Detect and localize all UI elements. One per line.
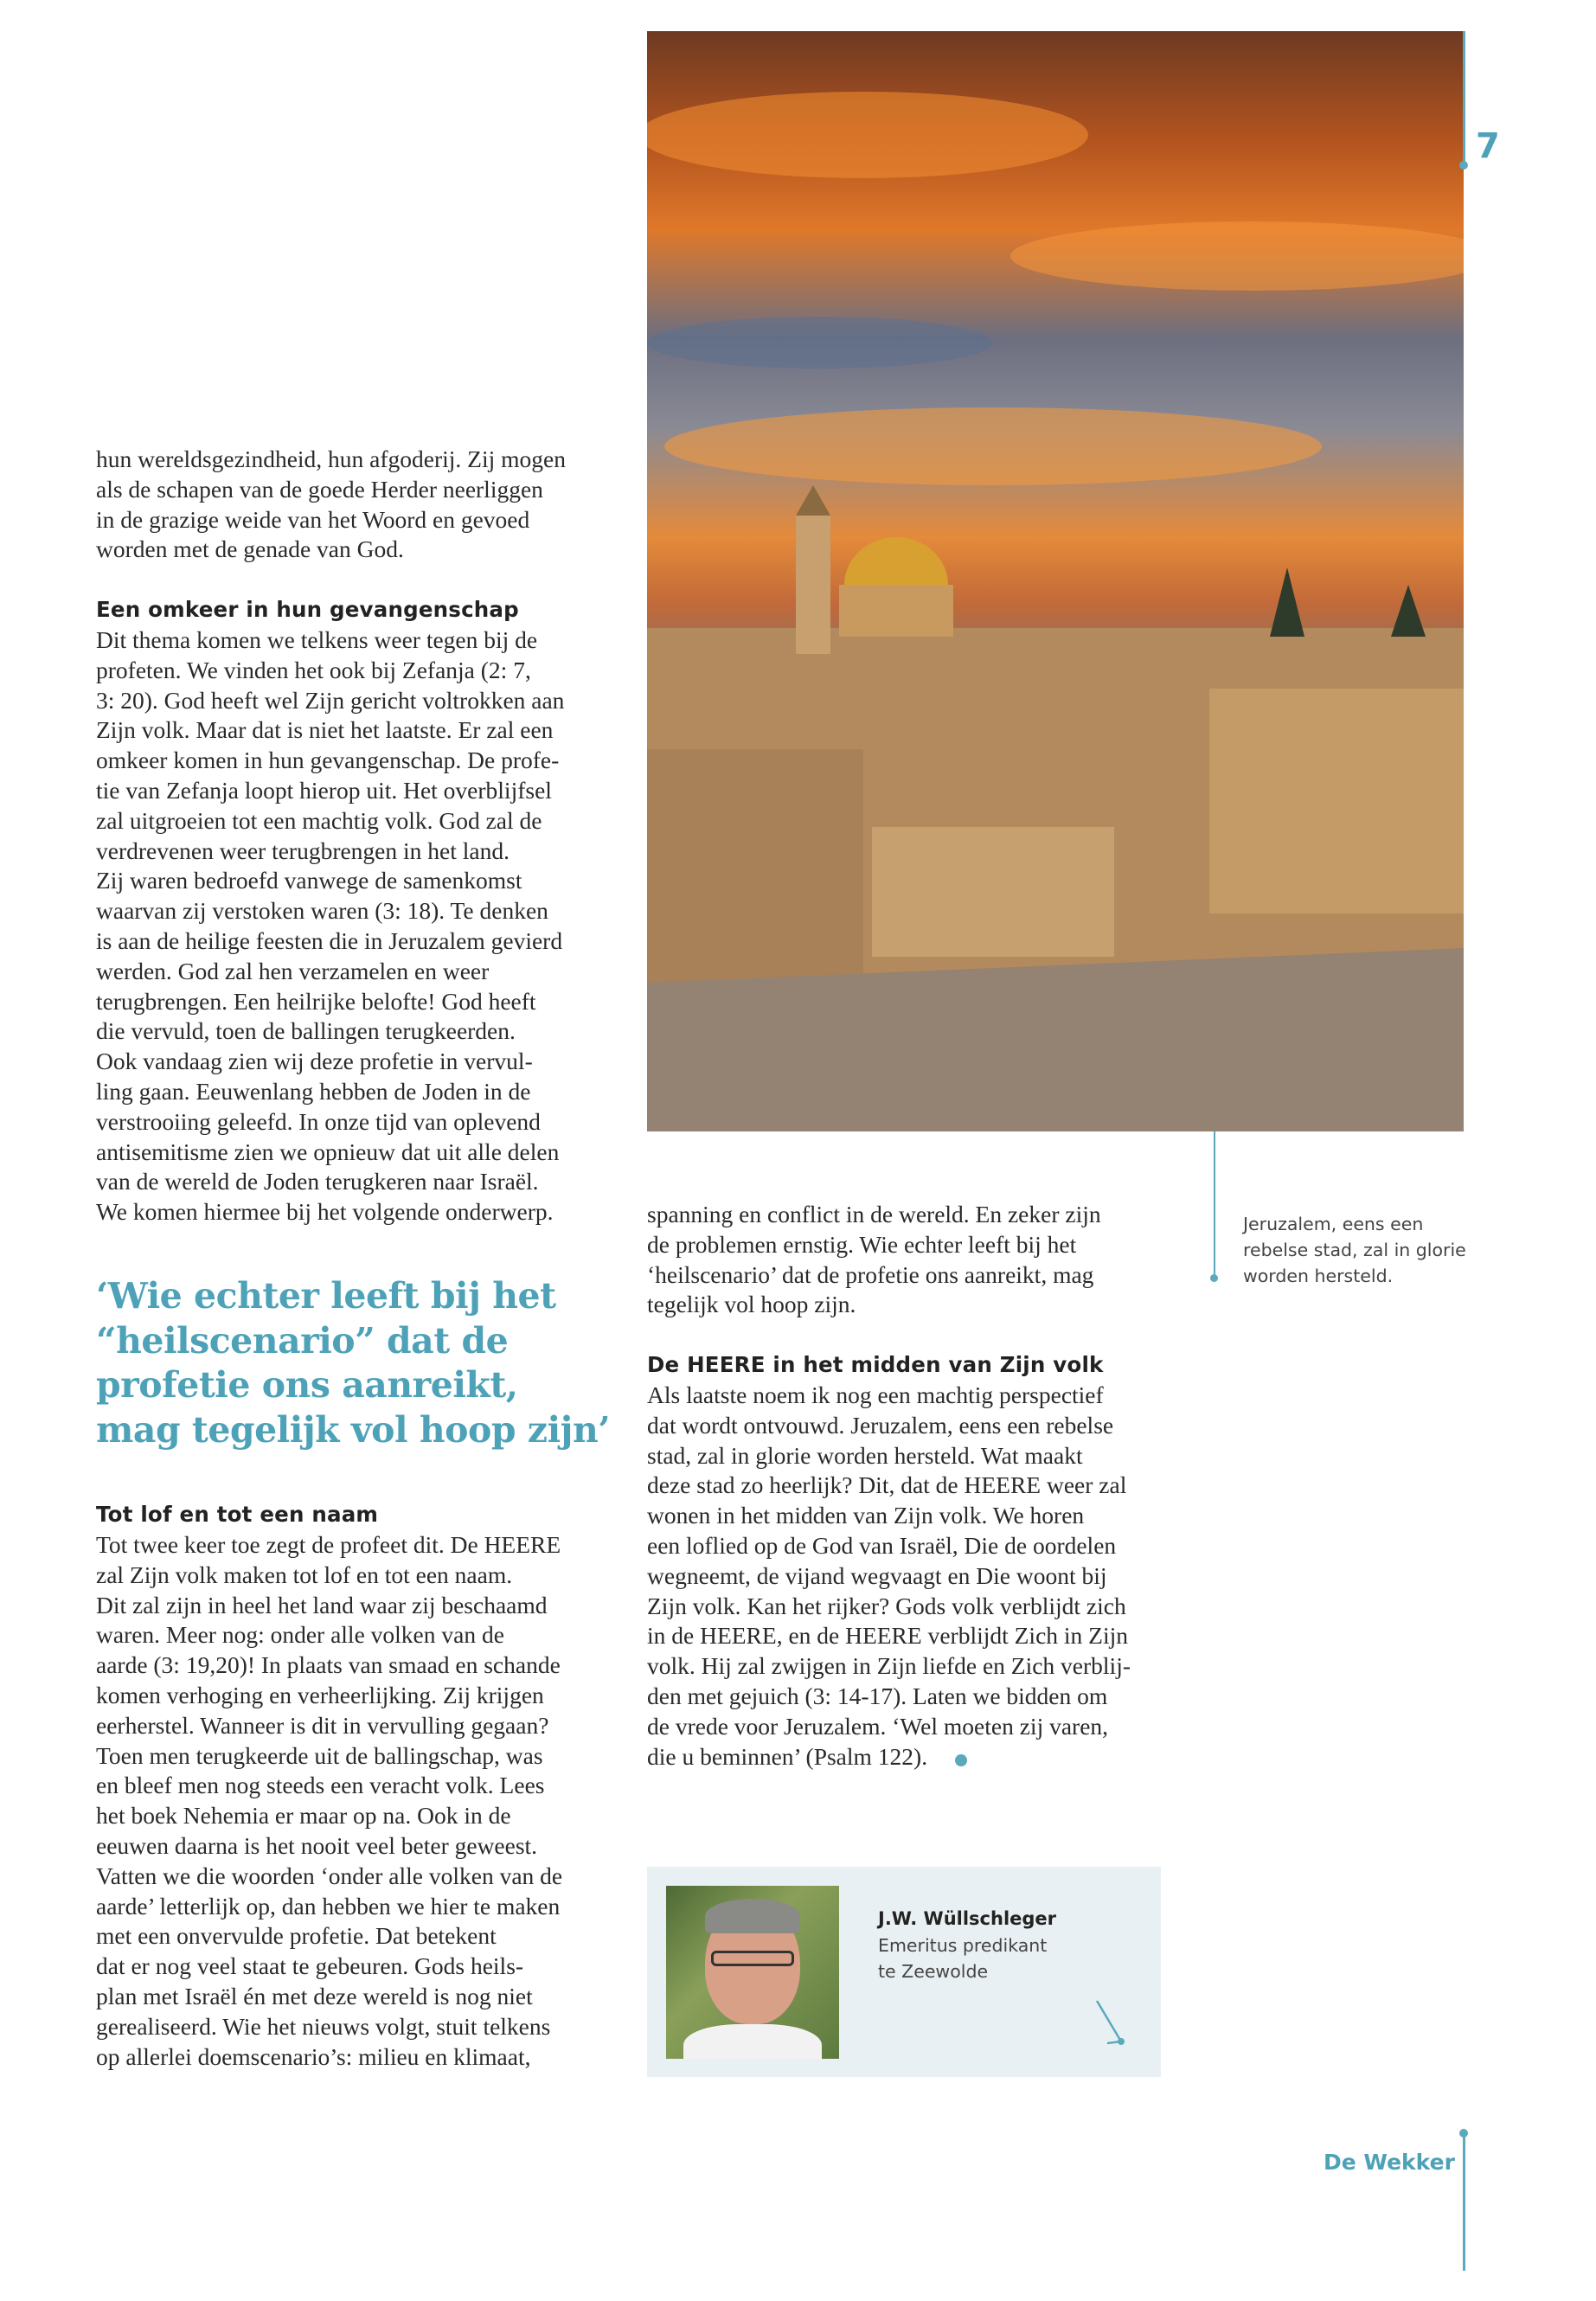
- text-line: zal Zijn volk maken tot lof en tot een naam.: [96, 1561, 513, 1588]
- text-line: terugbrengen. Een heilrijke belofte! God heeft: [96, 987, 536, 1015]
- text-line: wonen in het midden van Zijn volk. We horen: [647, 1502, 1085, 1529]
- section-omkeer-body: [96, 625, 564, 1227]
- section-lof-body: [96, 1530, 562, 2072]
- page-marker-dot: [1459, 161, 1468, 170]
- text-line: een loflied op de God van Israël, Die de oordelen: [647, 1531, 1117, 1559]
- text-line: werden. God zal hen verzamelen en weer: [96, 957, 490, 984]
- text-line: zal uitgroeien tot een machtig volk. God zal de: [96, 806, 542, 834]
- section-heere-body: [647, 1381, 1131, 1772]
- jerusalem-photo: [647, 31, 1464, 1131]
- section-heading-omkeer: Een omkeer in hun gevangenschap: [96, 597, 519, 622]
- text-line: eerherstel. Wanneer is dit in vervulling gegaan?: [96, 1711, 549, 1739]
- end-of-article-dot: [955, 1754, 967, 1766]
- text-line: komen verhoging en verheerlijking. Zij krijgen: [96, 1681, 544, 1708]
- text-line: Ook vandaag zien wij deze profetie in vervul-: [96, 1048, 533, 1075]
- text-line: spanning en conflict in de wereld. En zeker zijn: [647, 1201, 1101, 1227]
- text-line: aarde’ letterlijk op, dan hebben we hier te maken: [96, 1892, 561, 1920]
- text-line: Dit zal zijn in heel het land waar zij beschaamd: [96, 1591, 548, 1618]
- text-line: Vatten we die woorden ‘onder alle volken van de: [96, 1862, 563, 1889]
- text-line: tie van Zefanja loopt hierop uit. Het overblijfsel: [96, 776, 552, 804]
- author-box: [647, 1867, 1161, 2077]
- text-line: 3: 20). God heeft wel Zijn gericht voltrokken aan: [96, 686, 565, 714]
- caption-line: [1214, 1131, 1215, 1279]
- pull-quote: [96, 1274, 610, 1452]
- text-line: Zijn volk. Kan het rijker? Gods volk verblijdt zich: [647, 1592, 1126, 1619]
- text-line: Tot twee keer toe zegt de profeet dit. De HEERE: [96, 1531, 561, 1558]
- text-line: de vrede voor Jeruzalem. ‘Wel moeten zij varen,: [647, 1712, 1109, 1740]
- text-line: in de grazige weide van het Woord en gevoed: [96, 505, 530, 533]
- text-line: in de HEERE, en de HEERE verblijdt Zich in Zijn: [647, 1622, 1128, 1650]
- text-line: dat wordt ontvouwd. Jeruzalem, eens een rebelse: [647, 1411, 1114, 1439]
- text-line: Jeruzalem, eens een: [1243, 1214, 1424, 1234]
- text-line: verdrevenen weer terugbrengen in het land.: [96, 836, 510, 864]
- text-line: profeten. We vinden het ook bij Zefanja (2: 7,: [96, 656, 531, 683]
- text-line: de problemen ernstig. Wie echter leeft bij het: [647, 1230, 1077, 1258]
- text-line: plan met Israël én met deze wereld is nog niet: [96, 1982, 533, 2009]
- author-photo: [666, 1886, 839, 2059]
- text-line: die vervuld, toen de ballingen terugkeerden.: [96, 1017, 516, 1045]
- text-line: wegneemt, de vijand wegvaagt en Die woont bij: [647, 1561, 1107, 1589]
- text-line: aarde (3: 19,20)! In plaats van smaad en schande: [96, 1651, 561, 1679]
- author-role: Emeritus predikant: [878, 1935, 1048, 1956]
- text-line: met een onvervulde profetie. Dat betekent: [96, 1922, 497, 1950]
- section-heading-lof: Tot lof en tot een naam: [96, 1502, 379, 1527]
- text-line: gerealiseerd. Wie het nieuws volgt, stuit telkens: [96, 2012, 551, 2040]
- text-line: Dit thema komen we telkens weer tegen bij de: [96, 626, 538, 653]
- text-line: volk. Hij zal zwijgen in Zijn liefde en Zich verblij-: [647, 1652, 1131, 1680]
- author-location: te Zeewolde: [878, 1961, 989, 1982]
- text-line: Zijn volk. Maar dat is niet het laatste. Er zal een: [96, 716, 554, 744]
- photo-scene: [647, 31, 1464, 1131]
- text-line: ling gaan. Eeuwenlang hebben de Joden in de: [96, 1077, 531, 1105]
- text-line: op allerlei doemscenario’s: milieu en klimaat,: [96, 2042, 531, 2070]
- text-line: ‘Wie echter leeft bij het: [96, 1275, 556, 1317]
- photo-caption: [1243, 1211, 1466, 1289]
- text-line: dat er nog veel staat te gebeuren. Gods heils-: [96, 1952, 524, 1980]
- text-line: antisemitisme zien we opnieuw dat uit alle delen: [96, 1138, 560, 1165]
- text-line: als de schapen van de goede Herder neerliggen: [96, 475, 543, 503]
- text-line: waren. Meer nog: onder alle volken van de: [96, 1621, 504, 1649]
- text-line: ‘heilscenario’ dat de profetie ons aanreikt, mag: [647, 1260, 1094, 1288]
- text-line: waarvan zij verstoken waren (3: 18). Te denken: [96, 897, 548, 925]
- text-line: stad, zal in glorie worden hersteld. Wat maakt: [647, 1441, 1083, 1469]
- text-line: hun wereldsgezindheid, hun afgoderij. Zij mogen: [96, 445, 566, 472]
- text-line: worden hersteld.: [1243, 1266, 1394, 1286]
- page-marker-line: [1463, 31, 1465, 165]
- author-name: J.W. Wüllschleger: [878, 1908, 1057, 1929]
- text-line: eeuwen daarna is het nooit veel beter geweest.: [96, 1831, 538, 1859]
- text-line: Als laatste noem ik nog een machtig perspectief: [647, 1381, 1104, 1408]
- caption-dot: [1210, 1274, 1218, 1282]
- text-line: tegelijk vol hoop zijn.: [647, 1291, 856, 1318]
- text-line: van de wereld de Joden terugkeren naar Israël.: [96, 1168, 539, 1195]
- intro-paragraph: [96, 445, 566, 565]
- text-line: worden met de genade van God.: [96, 535, 404, 563]
- text-line: deze stad zo heerlijk? Dit, dat de HEERE weer zal: [647, 1471, 1127, 1499]
- section-heading-heere: De HEERE in het midden van Zijn volk: [647, 1352, 1104, 1377]
- text-line: rebelse stad, zal in glorie: [1243, 1240, 1466, 1260]
- arrow-icon: [1093, 1997, 1127, 2053]
- text-line: mag tegelijk vol hoop zijn’: [96, 1408, 611, 1451]
- text-line: omkeer komen in hun gevangenschap. De profe-: [96, 747, 560, 774]
- text-line: “heilscenario” dat de: [96, 1319, 509, 1362]
- text-line: die u beminnen’ (Psalm 122).: [647, 1742, 928, 1770]
- text-line: het boek Nehemia er maar op na. Ook in de: [96, 1802, 511, 1830]
- magazine-name: De Wekker: [1324, 2150, 1455, 2175]
- text-line: verstrooiing geleefd. In onze tijd van oplevend: [96, 1107, 541, 1135]
- page-number: 7: [1476, 126, 1500, 166]
- continuation-paragraph: [647, 1200, 1101, 1320]
- text-line: den met gejuich (3: 14-17). Laten we bidden om: [647, 1682, 1108, 1709]
- text-line: is aan de heilige feesten die in Jeruzalem gevierd: [96, 926, 563, 954]
- footer-line: [1463, 2132, 1465, 2271]
- text-line: profetie ons aanreikt,: [96, 1364, 518, 1406]
- text-line: We komen hiermee bij het volgende onderwerp.: [96, 1198, 554, 1226]
- text-line: Zij waren bedroefd vanwege de samenkomst: [96, 867, 522, 894]
- text-line: en bleef men nog steeds een veracht volk. Lees: [96, 1772, 545, 1799]
- text-line: Toen men terugkeerde uit de ballingschap, was: [96, 1741, 543, 1769]
